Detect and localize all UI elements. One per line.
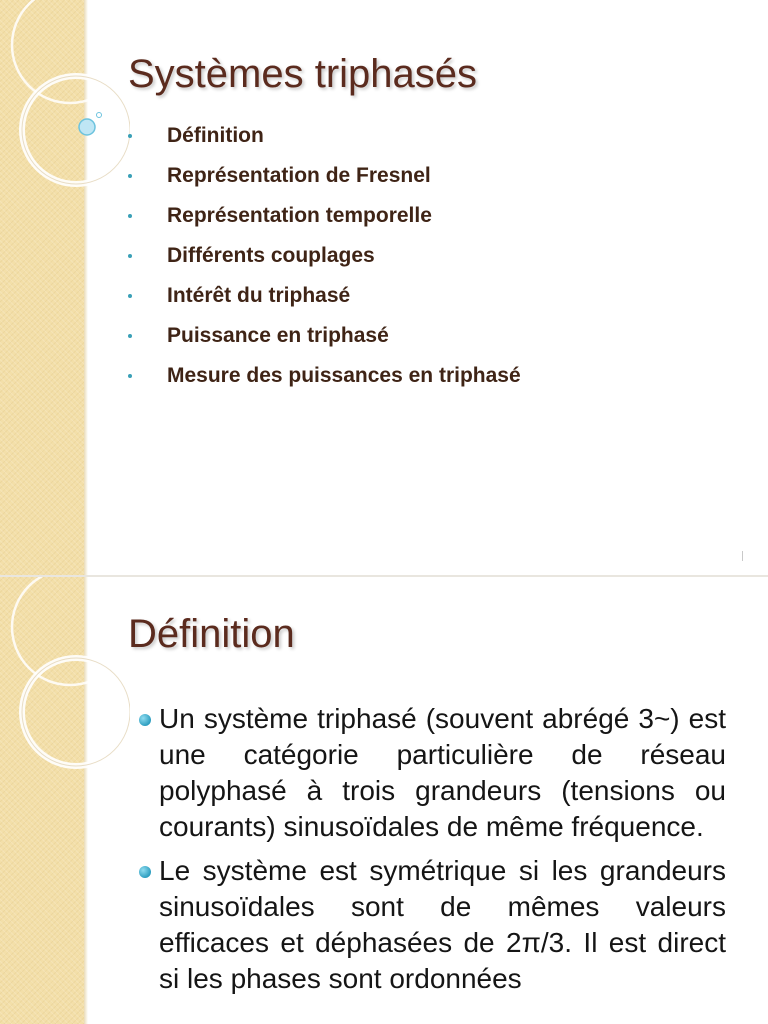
bullet-icon <box>128 134 132 138</box>
corner-mark <box>742 551 743 561</box>
bullet-icon <box>128 214 132 218</box>
slide-title: Définition <box>128 612 295 656</box>
definition-list <box>136 701 726 1005</box>
bullet-icon <box>128 334 132 338</box>
list-item: Mesure des puissances en triphasé <box>128 362 521 402</box>
list-item: Un système triphasé (souvent abrégé 3~) est une catégorie particulière de réseau polyphasé à trois grandeurs (tensions ou courants) sinusoïdales de même fréquence. <box>136 701 726 845</box>
list-item: Le système est symétrique si les grandeurs sinusoïdales sont de mêmes valeurs efficaces et déphasées de 2π/3. Il est direct si les phases sont ordonnées <box>136 853 726 997</box>
list-item: Différents couplages <box>128 242 521 282</box>
bullet-icon <box>128 254 132 258</box>
list-item: Représentation de Fresnel <box>128 162 521 202</box>
slide-title: Systèmes triphasés <box>128 52 478 96</box>
list-item: Définition <box>128 122 521 162</box>
list-item: Puissance en triphasé <box>128 322 521 362</box>
bullet-icon <box>139 714 151 726</box>
list-item: Représentation temporelle <box>128 202 521 242</box>
bullet-icon <box>128 294 132 298</box>
bullet-icon <box>139 866 151 878</box>
list-item: Intérêt du triphasé <box>128 282 521 322</box>
slide-2 <box>0 577 768 1024</box>
decorative-rings-icon <box>0 577 130 777</box>
bullet-icon <box>128 374 132 378</box>
agenda-list <box>128 122 521 402</box>
bullet-icon <box>128 174 132 178</box>
decorative-rings-icon <box>0 0 130 200</box>
